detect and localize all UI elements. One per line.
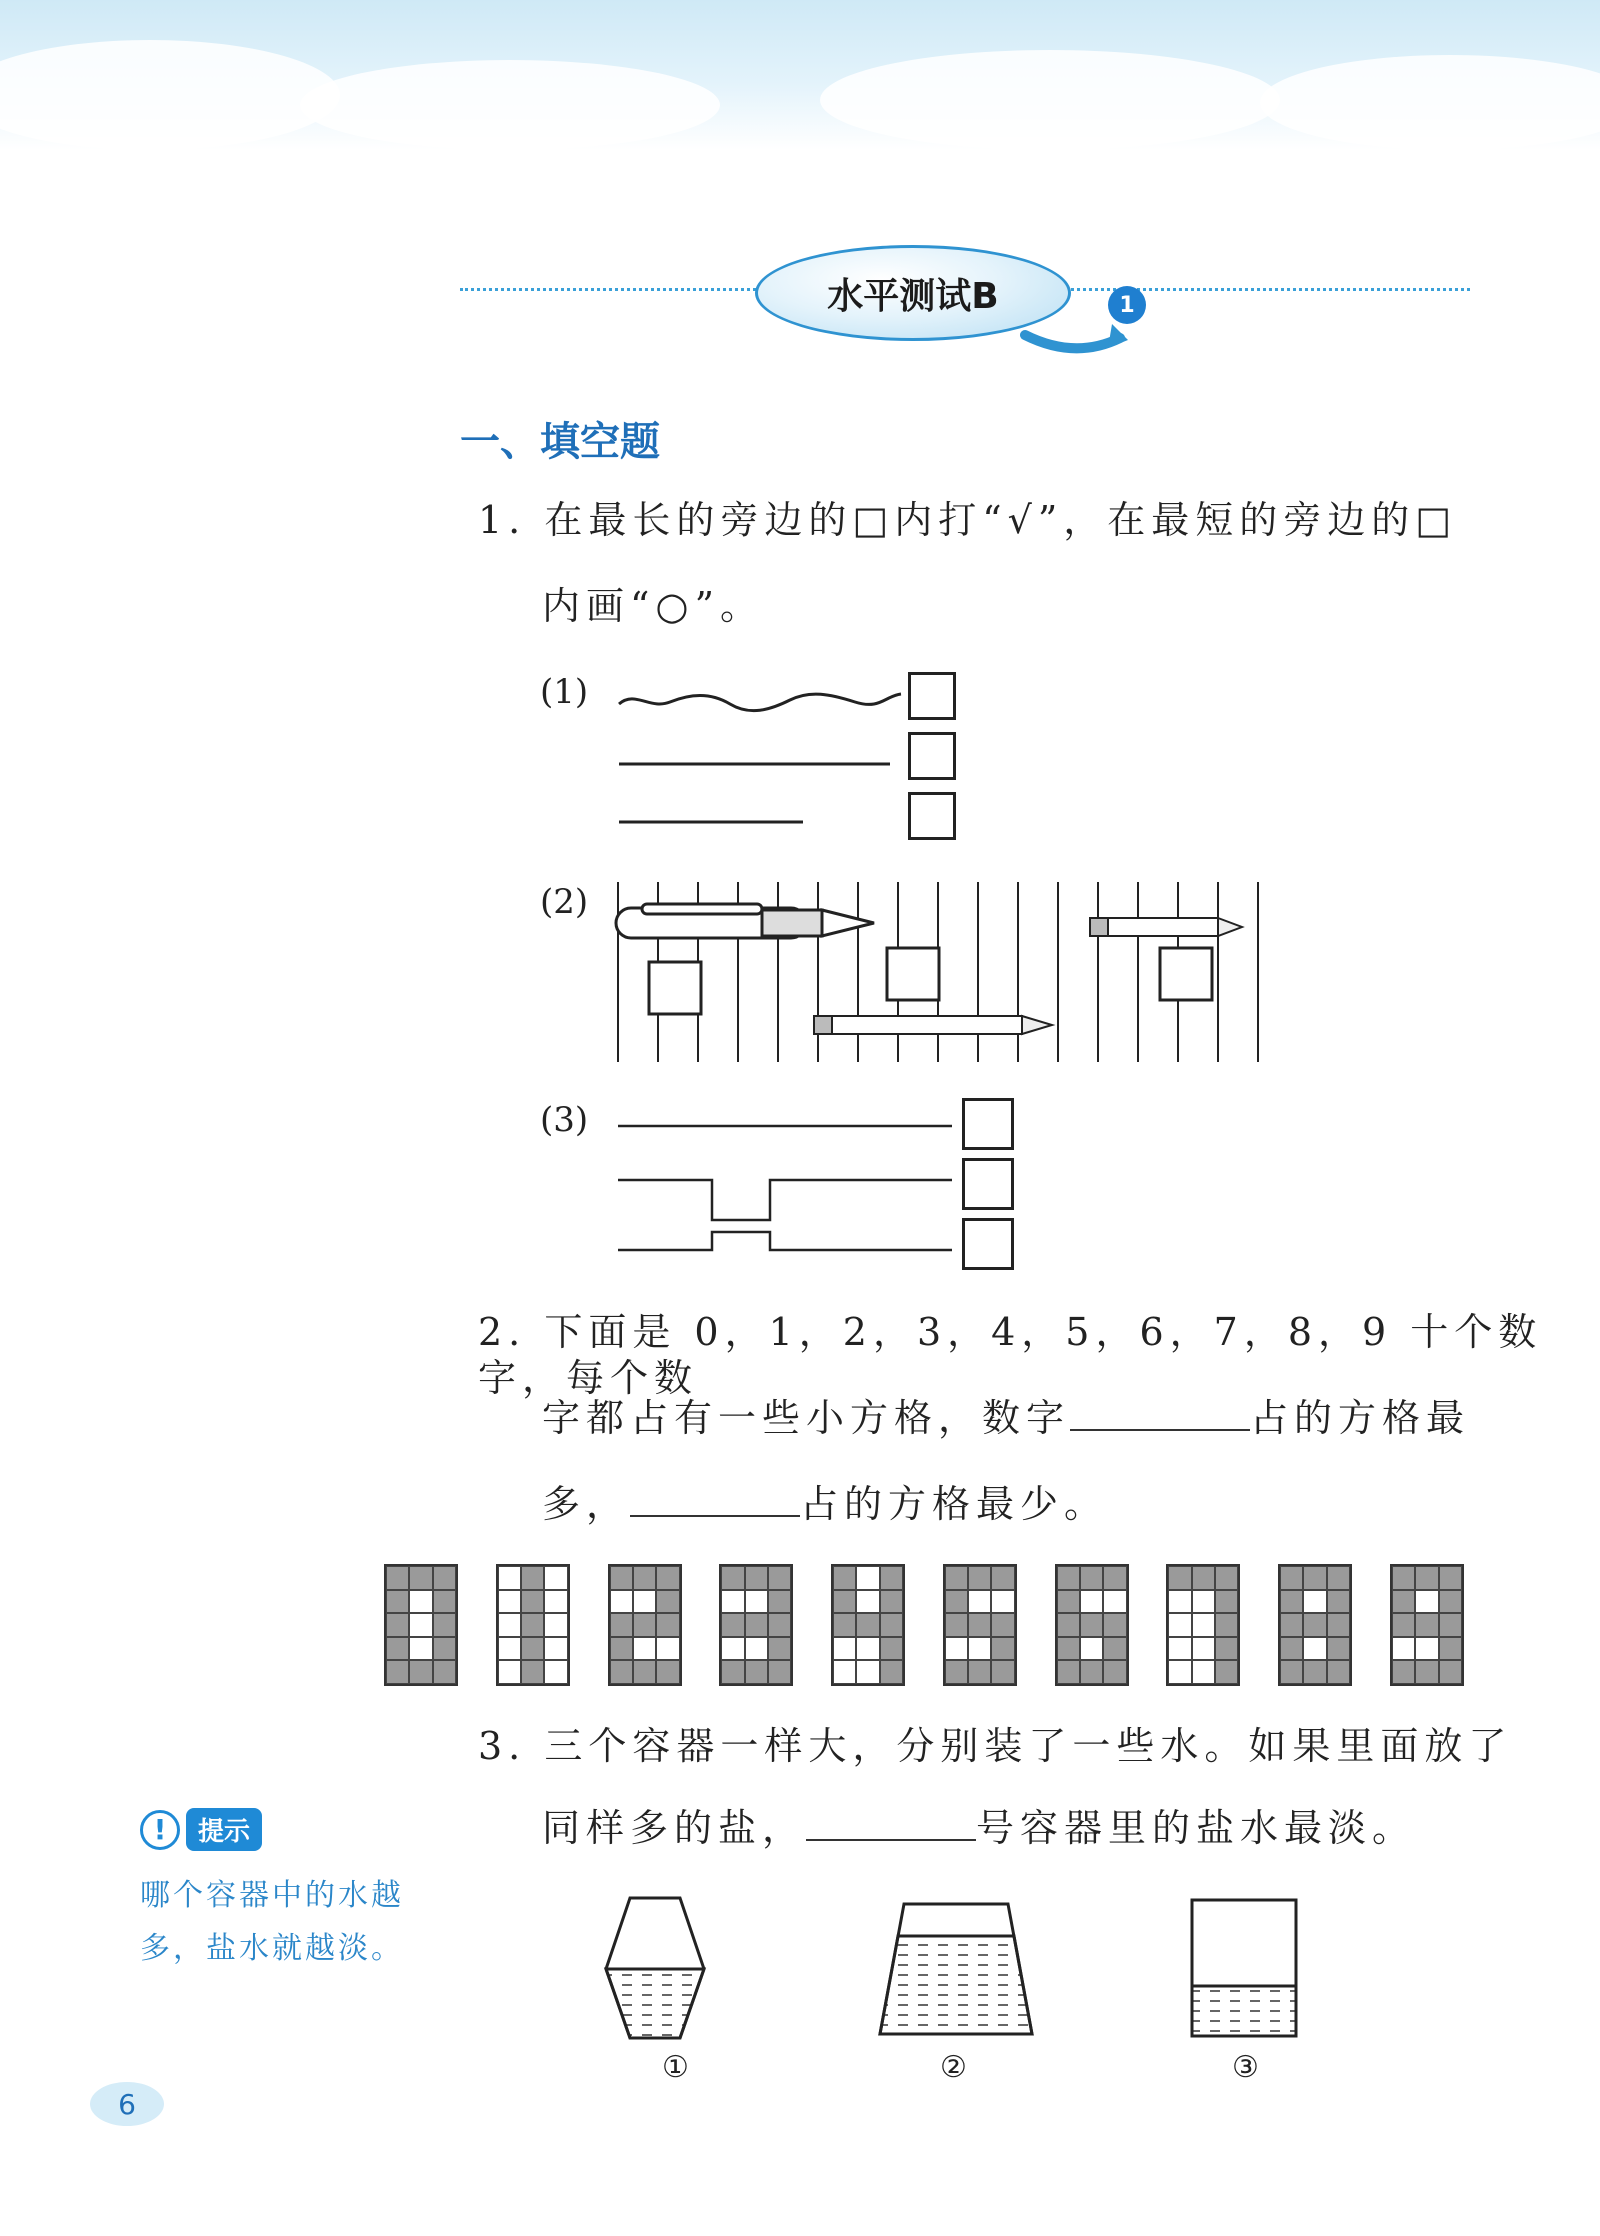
answer-box: [649, 962, 701, 1014]
digit-cell: [768, 1660, 791, 1684]
digit-cell: [433, 1566, 456, 1590]
digit-cell: [1415, 1637, 1438, 1661]
digit-cell: [945, 1660, 968, 1684]
digit-cell: [1215, 1660, 1238, 1684]
container-2: [876, 1900, 1036, 2040]
digit-cell: [991, 1566, 1014, 1590]
digit-cell: [721, 1566, 744, 1590]
digit-cell: [433, 1590, 456, 1614]
digit-cell: [1439, 1566, 1462, 1590]
digit-cell: [745, 1613, 768, 1637]
answer-box[interactable]: [908, 672, 956, 720]
digit-cell: [768, 1613, 791, 1637]
digit-cell: [1192, 1566, 1215, 1590]
digit-cell: [1415, 1660, 1438, 1684]
digit-cell: [521, 1566, 544, 1590]
digit-cell: [768, 1637, 791, 1661]
digit-cell: [498, 1660, 521, 1684]
digit-cell: [1192, 1637, 1215, 1661]
digit-cell: [880, 1660, 903, 1684]
digit-grid-row: [384, 1564, 1464, 1688]
q1-line2: 内画“○”。: [542, 584, 765, 628]
digit-cell: [1439, 1590, 1462, 1614]
digit-cell: [768, 1566, 791, 1590]
digit-cell: [856, 1637, 879, 1661]
digit-cell: [610, 1566, 633, 1590]
answer-blank[interactable]: [630, 1485, 800, 1517]
digit-cell: [1280, 1566, 1303, 1590]
digit-cell: [386, 1566, 409, 1590]
digit-grid-2: [608, 1564, 682, 1686]
digit-cell: [1327, 1637, 1350, 1661]
digit-cell: [745, 1566, 768, 1590]
digit-cell: [409, 1613, 432, 1637]
answer-box: [1160, 948, 1212, 1000]
q1-part-label: (1): [540, 672, 589, 712]
digit-cell: [745, 1590, 768, 1614]
digit-cell: [1057, 1566, 1080, 1590]
digit-cell: [544, 1566, 567, 1590]
digit-cell: [544, 1590, 567, 1614]
container-label: ③: [1232, 2050, 1259, 2085]
digit-grid-1: [496, 1564, 570, 1686]
digit-cell: [968, 1613, 991, 1637]
digit-cell: [656, 1613, 679, 1637]
digit-cell: [1392, 1660, 1415, 1684]
q2-line2: 字都占有一些小方格，数字 占的方格最: [542, 1396, 1471, 1440]
digit-cell: [656, 1637, 679, 1661]
digit-cell: [1192, 1590, 1215, 1614]
cloud-decoration: [820, 50, 1280, 150]
digit-cell: [880, 1590, 903, 1614]
digit-cell: [1057, 1660, 1080, 1684]
digit-cell: [968, 1637, 991, 1661]
digit-cell: [1327, 1590, 1350, 1614]
digit-cell: [386, 1613, 409, 1637]
digit-cell: [1303, 1637, 1326, 1661]
digit-cell: [1080, 1566, 1103, 1590]
digit-cell: [1103, 1566, 1126, 1590]
digit-cell: [433, 1637, 456, 1661]
digit-cell: [945, 1637, 968, 1661]
answer-blank[interactable]: [1070, 1399, 1250, 1431]
answer-blank[interactable]: [806, 1809, 976, 1841]
digit-cell: [968, 1660, 991, 1684]
digit-cell: [1439, 1660, 1462, 1684]
digit-cell: [386, 1660, 409, 1684]
answer-box[interactable]: [962, 1218, 1014, 1270]
answer-box[interactable]: [962, 1098, 1014, 1150]
q2-line3: 多， 占的方格最少。: [542, 1482, 1109, 1526]
digit-cell: [498, 1637, 521, 1661]
digit-cell: [856, 1590, 879, 1614]
digit-cell: [833, 1660, 856, 1684]
digit-cell: [945, 1566, 968, 1590]
q1-part3-lines: [612, 1100, 952, 1270]
digit-cell: [610, 1590, 633, 1614]
digit-cell: [1057, 1590, 1080, 1614]
digit-cell: [1280, 1613, 1303, 1637]
digit-cell: [1415, 1613, 1438, 1637]
digit-cell: [1303, 1566, 1326, 1590]
digit-cell: [1168, 1613, 1191, 1637]
digit-cell: [433, 1613, 456, 1637]
test-title: 水平测试B: [755, 245, 1071, 341]
hint-header: [140, 1808, 262, 1851]
answer-box[interactable]: [962, 1158, 1014, 1210]
hint-text: 哪个容器中的水越多，盐水就越淡。: [140, 1878, 404, 1966]
digit-cell: [633, 1660, 656, 1684]
digit-cell: [1103, 1590, 1126, 1614]
digit-cell: [1057, 1637, 1080, 1661]
digit-cell: [1303, 1613, 1326, 1637]
digit-cell: [433, 1660, 456, 1684]
digit-grid-3: [719, 1564, 793, 1686]
hint-label: 提示: [186, 1808, 262, 1851]
digit-cell: [610, 1637, 633, 1661]
digit-cell: [1392, 1637, 1415, 1661]
digit-cell: [721, 1590, 744, 1614]
digit-cell: [656, 1566, 679, 1590]
digit-cell: [498, 1566, 521, 1590]
digit-cell: [633, 1590, 656, 1614]
digit-cell: [1280, 1590, 1303, 1614]
q3-line2: 同样多的盐， 号容器里的盐水最淡。: [542, 1806, 1417, 1850]
digit-grid-9: [1390, 1564, 1464, 1686]
digit-cell: [409, 1660, 432, 1684]
digit-cell: [745, 1660, 768, 1684]
digit-cell: [833, 1590, 856, 1614]
digit-cell: [1080, 1590, 1103, 1614]
digit-cell: [1303, 1660, 1326, 1684]
digit-cell: [1080, 1613, 1103, 1637]
q3-line1: 3. 三个容器一样大，分别装了一些水。如果里面放了: [478, 1724, 1513, 1768]
digit-cell: [1168, 1660, 1191, 1684]
container-3: [1188, 1896, 1300, 2040]
digit-cell: [1439, 1613, 1462, 1637]
digit-grid-8: [1278, 1564, 1352, 1686]
answer-box[interactable]: [908, 732, 956, 780]
answer-box: [887, 948, 939, 1000]
digit-cell: [544, 1660, 567, 1684]
exclamation-icon: !: [140, 1810, 180, 1850]
container-label: ①: [662, 2050, 689, 2085]
digit-cell: [1280, 1637, 1303, 1661]
digit-grid-0: [384, 1564, 458, 1686]
digit-cell: [1215, 1637, 1238, 1661]
digit-cell: [721, 1637, 744, 1661]
digit-cell: [1392, 1613, 1415, 1637]
digit-cell: [1057, 1613, 1080, 1637]
q1-part-label: (3): [540, 1100, 589, 1140]
digit-cell: [991, 1637, 1014, 1661]
digit-cell: [1303, 1590, 1326, 1614]
digit-cell: [521, 1637, 544, 1661]
digit-cell: [833, 1637, 856, 1661]
q1-line1: 1. 在最长的旁边的□内打“√”，在最短的旁边的□: [478, 498, 1458, 542]
digit-cell: [1415, 1566, 1438, 1590]
digit-cell: [610, 1660, 633, 1684]
digit-cell: [1215, 1566, 1238, 1590]
digit-cell: [768, 1590, 791, 1614]
digit-cell: [409, 1566, 432, 1590]
digit-cell: [968, 1566, 991, 1590]
q2-line1: 2. 下面是 0，1，2，3，4，5，6，7，8，9 十个数字，每个数: [478, 1310, 1543, 1400]
digit-cell: [945, 1590, 968, 1614]
digit-grid-6: [1055, 1564, 1129, 1686]
digit-cell: [1280, 1660, 1303, 1684]
container-1: [600, 1890, 710, 2050]
digit-cell: [968, 1590, 991, 1614]
digit-cell: [544, 1613, 567, 1637]
q1-part2-figure: [612, 882, 1292, 1064]
fountain-pen-icon: [616, 904, 874, 938]
digit-cell: [386, 1637, 409, 1661]
digit-cell: [991, 1660, 1014, 1684]
container-label: ②: [940, 2050, 967, 2085]
digit-cell: [498, 1590, 521, 1614]
digit-cell: [521, 1590, 544, 1614]
digit-cell: [1215, 1613, 1238, 1637]
digit-cell: [409, 1637, 432, 1661]
digit-cell: [656, 1660, 679, 1684]
digit-grid-5: [943, 1564, 1017, 1686]
digit-cell: [1327, 1613, 1350, 1637]
digit-cell: [610, 1613, 633, 1637]
digit-cell: [656, 1590, 679, 1614]
digit-cell: [721, 1613, 744, 1637]
page-number: 6: [90, 2082, 164, 2126]
digit-cell: [880, 1637, 903, 1661]
digit-cell: [1168, 1637, 1191, 1661]
unit-badge: 1: [1108, 286, 1146, 324]
digit-cell: [1327, 1660, 1350, 1684]
digit-cell: [1168, 1590, 1191, 1614]
digit-cell: [633, 1566, 656, 1590]
digit-cell: [1415, 1590, 1438, 1614]
digit-cell: [856, 1613, 879, 1637]
digit-cell: [833, 1566, 856, 1590]
digit-cell: [386, 1590, 409, 1614]
digit-cell: [1103, 1660, 1126, 1684]
digit-cell: [945, 1613, 968, 1637]
digit-cell: [521, 1660, 544, 1684]
digit-cell: [880, 1613, 903, 1637]
digit-cell: [1392, 1590, 1415, 1614]
digit-cell: [1168, 1566, 1191, 1590]
digit-cell: [1327, 1566, 1350, 1590]
digit-cell: [544, 1637, 567, 1661]
digit-cell: [1080, 1637, 1103, 1661]
pencil-icon: [1090, 918, 1242, 936]
digit-cell: [409, 1590, 432, 1614]
digit-cell: [1392, 1566, 1415, 1590]
digit-cell: [991, 1590, 1014, 1614]
cloud-decoration: [300, 60, 720, 150]
digit-grid-4: [831, 1564, 905, 1686]
digit-cell: [633, 1637, 656, 1661]
digit-cell: [1080, 1660, 1103, 1684]
section-title: 一、填空题: [460, 419, 660, 465]
digit-cell: [1192, 1660, 1215, 1684]
digit-cell: [856, 1660, 879, 1684]
q1-part-label: (2): [540, 882, 589, 922]
digit-cell: [1439, 1637, 1462, 1661]
digit-cell: [991, 1613, 1014, 1637]
digit-cell: [521, 1613, 544, 1637]
digit-cell: [721, 1660, 744, 1684]
q1-part1-lines: [615, 680, 905, 840]
answer-box[interactable]: [908, 792, 956, 840]
digit-cell: [1215, 1590, 1238, 1614]
pencil-icon: [814, 1016, 1052, 1034]
digit-cell: [1192, 1613, 1215, 1637]
digit-grid-7: [1166, 1564, 1240, 1686]
digit-cell: [880, 1566, 903, 1590]
digit-cell: [856, 1566, 879, 1590]
digit-cell: [633, 1613, 656, 1637]
digit-cell: [745, 1637, 768, 1661]
digit-cell: [1103, 1613, 1126, 1637]
digit-cell: [833, 1613, 856, 1637]
digit-cell: [1103, 1637, 1126, 1661]
digit-cell: [498, 1613, 521, 1637]
